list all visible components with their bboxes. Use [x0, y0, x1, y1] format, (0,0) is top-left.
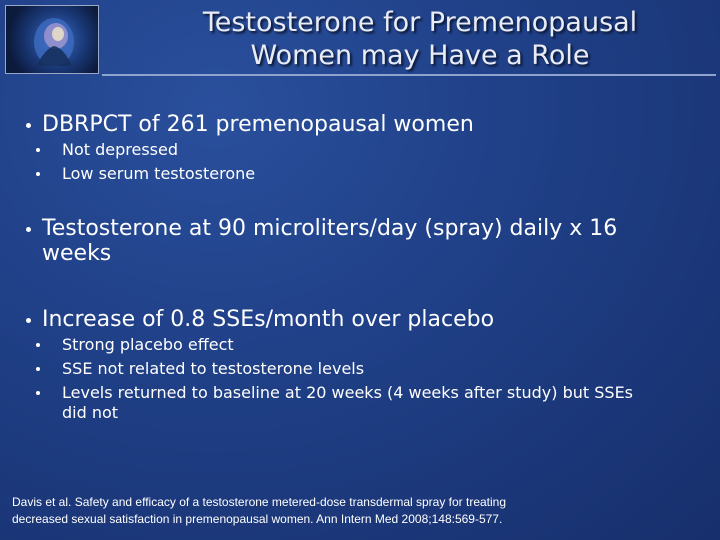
brain-logo-image: [5, 5, 99, 74]
bullet-text-line2: weeks: [42, 241, 112, 266]
bullet-item: [42, 112, 474, 137]
slide-title-line2: Women may Have a Role: [250, 40, 590, 71]
bullet-dot-icon: [26, 318, 31, 323]
bullet-text: Increase of 0.8 SSEs/month over placebo: [42, 307, 495, 332]
sub-bullet-continuation: [62, 402, 118, 424]
citation-line1: Davis et al. Safety and efficacy of a testosterone metered-dose transdermal spray for treating: [12, 495, 507, 509]
sub-bullet-text: Low serum testosterone: [62, 164, 256, 183]
sub-bullet-item: [62, 334, 234, 356]
sub-bullet-item: [62, 382, 633, 404]
bullet-text: DBRPCT of 261 premenopausal women: [42, 112, 474, 137]
bullet-dot-icon: [26, 123, 31, 128]
slide-title: [120, 6, 720, 72]
sub-bullet-text-continuation: did not: [62, 403, 119, 422]
title-divider: [102, 74, 716, 76]
sub-bullet-item: [62, 163, 255, 185]
sub-bullet-dot-icon: [36, 391, 40, 395]
sub-bullet-dot-icon: [36, 148, 40, 152]
sub-bullet-item: [62, 358, 364, 380]
sub-bullet-dot-icon: [36, 367, 40, 371]
sub-bullet-dot-icon: [36, 172, 40, 176]
bullet-item: [42, 216, 617, 241]
slide-title-line1: Testosterone for Premenopausal: [202, 7, 638, 38]
bullet-continuation: [42, 241, 111, 266]
bullet-text-line1: Testosterone at 90 microliters/day (spray) daily x 16: [42, 216, 618, 241]
sub-bullet-dot-icon: [36, 343, 40, 347]
sub-bullet-text: Levels returned to baseline at 20 weeks (4 weeks after study) but SSEs: [62, 383, 634, 402]
citation-line2: decreased sexual satisfaction in premenopausal women. Ann Intern Med 2008;148:569-577.: [12, 512, 503, 526]
sub-bullet-text: SSE not related to testosterone levels: [62, 359, 365, 378]
bullet-item: [42, 307, 494, 332]
bullet-dot-icon: [26, 227, 31, 232]
citation: [12, 494, 702, 528]
sub-bullet-text: Strong placebo effect: [62, 335, 234, 354]
sub-bullet-text: Not depressed: [62, 140, 179, 159]
sub-bullet-item: [62, 139, 178, 161]
brain-glow-icon: [6, 6, 98, 73]
